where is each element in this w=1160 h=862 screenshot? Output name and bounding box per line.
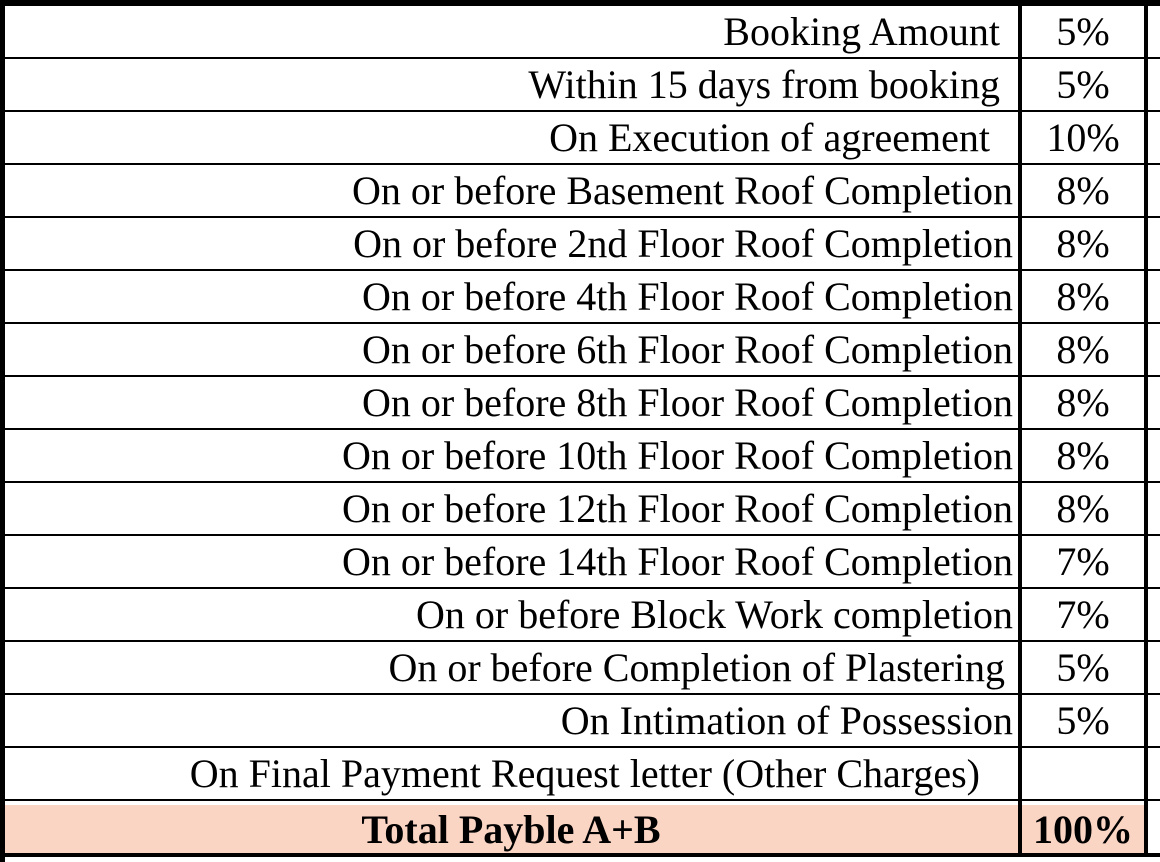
- adjacent-column-edge: [1148, 6, 1160, 853]
- row-divider-tick: [1148, 57, 1160, 59]
- stage-cell: On or before Block Work completion: [415, 592, 1013, 637]
- row-divider-tick: [1148, 746, 1160, 748]
- stage-cell: On or before 6th Floor Roof Completion: [361, 327, 1013, 372]
- table-row: [5, 218, 1144, 271]
- row-divider-tick: [1148, 693, 1160, 695]
- table-row: [5, 271, 1144, 324]
- stage-cell: On or before 10th Floor Roof Completion: [341, 433, 1013, 478]
- row-divider-tick: [1148, 587, 1160, 589]
- table-row: [5, 377, 1144, 430]
- row-divider-tick: [1148, 799, 1160, 801]
- percent-cell: 8%: [1056, 486, 1110, 531]
- table-row: [5, 536, 1144, 589]
- total-row: [5, 805, 1144, 853]
- percent-cell: 7%: [1056, 539, 1110, 584]
- stage-cell: On or before Basement Roof Completion: [352, 168, 1013, 213]
- percent-cell: 5%: [1056, 645, 1110, 690]
- percent-cell: 5%: [1056, 9, 1110, 54]
- stage-cell: On Execution of agreement: [549, 115, 990, 160]
- column-divider: [1018, 0, 1022, 857]
- table-row: [5, 324, 1144, 377]
- table-row: [5, 112, 1144, 165]
- percent-cell: 5%: [1056, 62, 1110, 107]
- stage-cell: On or before 8th Floor Roof Completion: [361, 380, 1013, 425]
- row-divider-tick: [1148, 322, 1160, 324]
- stage-cell: On or before Completion of Plastering: [388, 645, 1005, 690]
- stage-cell: On Final Payment Request letter (Other Charges): [189, 751, 980, 796]
- percent-cell: 7%: [1056, 592, 1110, 637]
- percent-cell: 10%: [1046, 115, 1120, 160]
- row-divider-tick: [1148, 375, 1160, 377]
- row-divider-tick: [1148, 640, 1160, 642]
- table-row: [5, 430, 1144, 483]
- table-row: [5, 642, 1144, 695]
- row-divider-tick: [1148, 428, 1160, 430]
- stage-cell: On or before 14th Floor Roof Completion: [341, 539, 1013, 584]
- stage-cell: On Intimation of Possession: [560, 698, 1013, 743]
- row-divider-tick: [1148, 110, 1160, 112]
- stage-cell: On or before 4th Floor Roof Completion: [361, 274, 1013, 319]
- table-row: [5, 59, 1144, 112]
- row-divider-tick: [1148, 216, 1160, 218]
- percent-cell: 8%: [1056, 380, 1110, 425]
- percent-cell: 8%: [1056, 274, 1110, 319]
- percent-cell: 8%: [1056, 327, 1110, 372]
- total-percent: 100%: [1033, 807, 1133, 852]
- row-divider-tick: [1148, 163, 1160, 165]
- percent-cell: 8%: [1056, 168, 1110, 213]
- stage-cell: Within 15 days from booking: [528, 62, 1000, 107]
- total-label: Total Payble A+B: [361, 807, 661, 852]
- percent-cell: 5%: [1056, 698, 1110, 743]
- percent-cell: 8%: [1056, 221, 1110, 266]
- table-row: [5, 6, 1144, 59]
- stage-cell: Booking Amount: [723, 9, 1000, 54]
- stage-cell: On or before 12th Floor Roof Completion: [341, 486, 1013, 531]
- table-bottom-border: [0, 853, 1160, 857]
- table-row: [5, 589, 1144, 642]
- table-row: [5, 748, 1144, 801]
- table-row: [5, 483, 1144, 536]
- row-divider-tick: [1148, 534, 1160, 536]
- table-row: [5, 165, 1144, 218]
- row-divider-tick: [1148, 269, 1160, 271]
- table-row: [5, 695, 1144, 748]
- percent-cell: 8%: [1056, 433, 1110, 478]
- stage-cell: On or before 2nd Floor Roof Completion: [353, 221, 1013, 266]
- row-divider-tick: [1148, 481, 1160, 483]
- percent-cell: [1022, 748, 1144, 799]
